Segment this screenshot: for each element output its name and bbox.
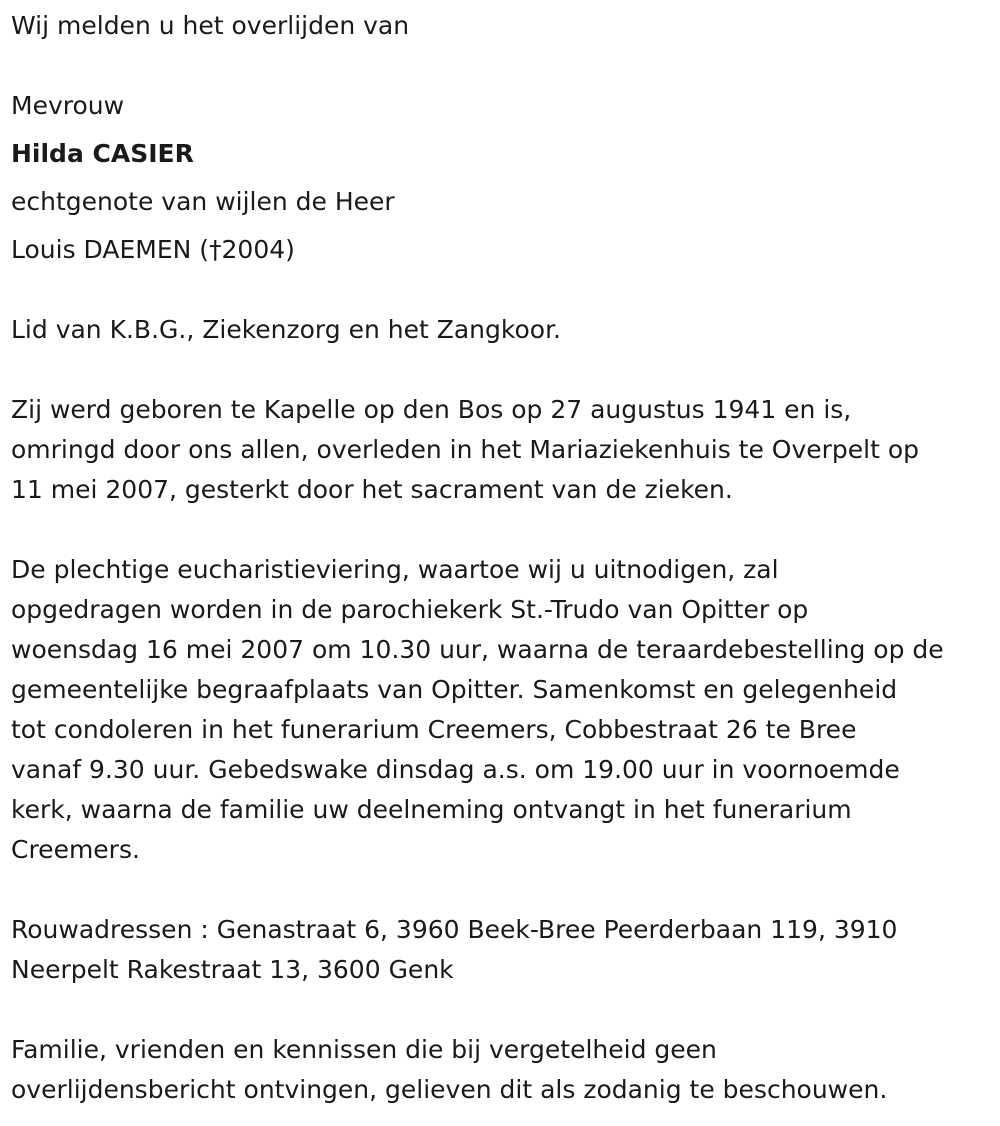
ceremony-line: tot condoleren in het funerarium Creemers, Cobbestraat 26 te Bree <box>11 715 857 744</box>
closing-line: Familie, vrienden en kennissen die bij vergetelheid geen <box>11 1035 717 1064</box>
addresses-paragraph <box>11 910 897 990</box>
ceremony-line: De plechtige eucharistieviering, waartoe wij u uitnodigen, zal <box>11 555 779 584</box>
closing-paragraph <box>11 1030 887 1110</box>
ceremony-line: kerk, waarna de familie uw deelneming ontvangt in het funerarium <box>11 795 852 824</box>
spouse-line-2: Louis DAEMEN (†2004) <box>11 235 295 264</box>
ceremony-paragraph <box>11 550 944 870</box>
ceremony-line: opgedragen worden in de parochiekerk St.-Trudo van Opitter op <box>11 595 809 624</box>
address-line: Rouwadressen : Genastraat 6, 3960 Beek-Bree Peerderbaan 119, 3910 <box>11 915 898 944</box>
intro-text: Wij melden u het overlijden van <box>11 11 410 40</box>
birth-death-line: Zij werd geboren te Kapelle op den Bos op 27 augustus 1941 en is, <box>11 395 852 424</box>
ceremony-line: Creemers. <box>11 835 140 864</box>
ceremony-line: woensdag 16 mei 2007 om 10.30 uur, waarna de teraardebestelling op de <box>11 635 944 664</box>
birth-death-line: 11 mei 2007, gesterkt door het sacrament van de zieken. <box>11 475 733 504</box>
birth-death-line: omringd door ons allen, overleden in het Mariaziekenhuis te Overpelt op <box>11 435 920 464</box>
honorific: Mevrouw <box>11 91 125 120</box>
spouse-line-1: echtgenote van wijlen de Heer <box>11 187 395 216</box>
ceremony-line: vanaf 9.30 uur. Gebedswake dinsdag a.s. om 19.00 uur in voornoemde <box>11 755 900 784</box>
closing-line: overlijdensbericht ontvingen, gelieven dit als zodanig te beschouwen. <box>11 1075 888 1104</box>
address-line: Neerpelt Rakestraat 13, 3600 Genk <box>11 955 454 984</box>
ceremony-line: gemeentelijke begraafplaats van Opitter. Samenkomst en gelegenheid <box>11 675 898 704</box>
membership-text: Lid van K.B.G., Ziekenzorg en het Zangkoor. <box>11 315 561 344</box>
deceased-name: Hilda CASIER <box>11 139 194 168</box>
birth-death-paragraph <box>11 390 919 510</box>
